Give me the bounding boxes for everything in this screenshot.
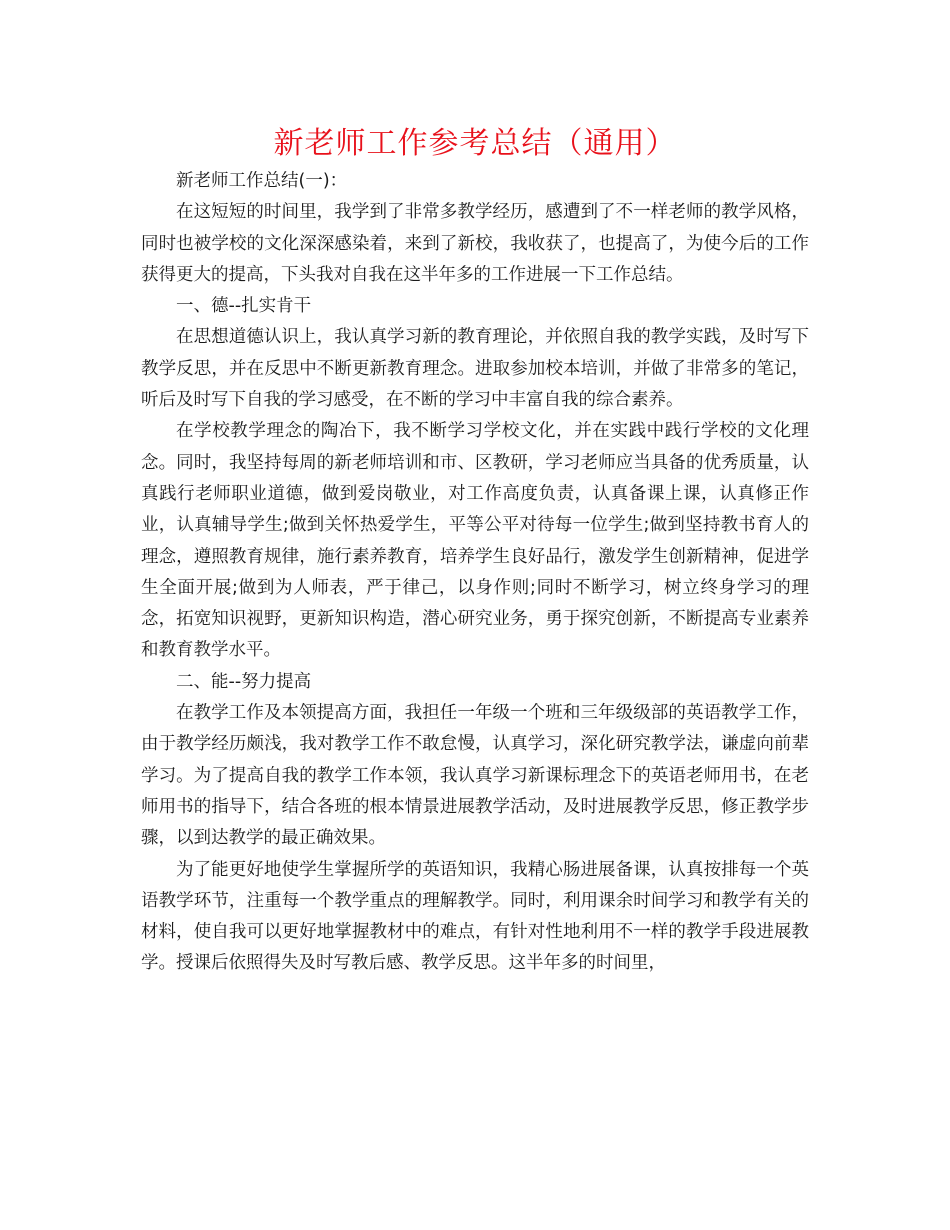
paragraph-moral-awareness: 在思想道德认识上，我认真学习新的教育理论，并依照自我的教学实践，及时写下教学反思，并在反思中不断更新教育理念。进取参加校本培训，并做了非常多的笔记，听后及时写下自我的学习感受，在不断的学习中丰富自我的综合素养。 [141, 327, 809, 411]
paragraph-school-culture: 在学校教学理念的陶冶下，我不断学习学校文化，并在实践中践行学校的文化理念。同时，我坚持每周的新老师培训和市、区教研，学习老师应当具备的优秀质量，认真践行老师职业道德，做到爱岗敬业，对工作高度负责，认真备课上课，认真修正作业，认真辅导学生;做到关怀热爱学生，平等公平对待每一位学生;做到坚持教书育人的理念，遵照教育规律，施行素养教育，培养学生良好品行，激发学生创新精神，促进学生全面开展;做到为人师表，严于律己，以身作则;同时不断学习，树立终身学习的理念，拓宽知识视野，更新知识构造，潜心研究业务，勇于探究创新，不断提高专业素养和教育教学水平。 [141, 421, 809, 661]
paragraph-intro: 在这短短的时间里，我学到了非常多教学经历，感遭到了不一样老师的教学风格，同时也被学校的文化深深感染着，来到了新校，我收获了，也提高了，为使今后的工作获得更大的提高，下头我对自我在这半年多的工作进展一下工作总结。 [141, 202, 809, 285]
document-title: 新老师工作参考总结（通用） [273, 126, 677, 161]
section-heading-ability: 二、能--努力提高 [176, 671, 312, 692]
section-heading-virtue: 一、德--扎实肯干 [176, 296, 312, 317]
paragraph-teaching-ability: 在教学工作及本领提高方面，我担任一年级一个班和三年级级部的英语教学工作，由于教学经历颇浅，我对教学工作不敢怠慢，认真学习，深化研究教学法，谦虚向前辈学习。为了提高自我的教学工作本领，我认真学习新课标理念下的英语老师用书，在老师用书的指导下，结合各班的根本情景进展教学活动，及时进展教学反思，修正教学步骤，以到达教学的最正确效果。 [141, 703, 809, 849]
document-body [141, 166, 809, 980]
section-intro-heading: 新老师工作总结(一)： [176, 171, 348, 191]
paragraph-lesson-prep: 为了能更好地使学生掌握所学的英语知识，我精心肠进展备课，认真按排每一个英语教学环节，注重每一个教学重点的理解教学。同时，利用课余时间学习和教学有关的材料，使自我可以更好地掌握教材中的难点，有针对性地利用不一样的教学手段进展教学。授课后依照得失及时写教后感、教学反思。这半年多的时间里， [141, 859, 809, 974]
